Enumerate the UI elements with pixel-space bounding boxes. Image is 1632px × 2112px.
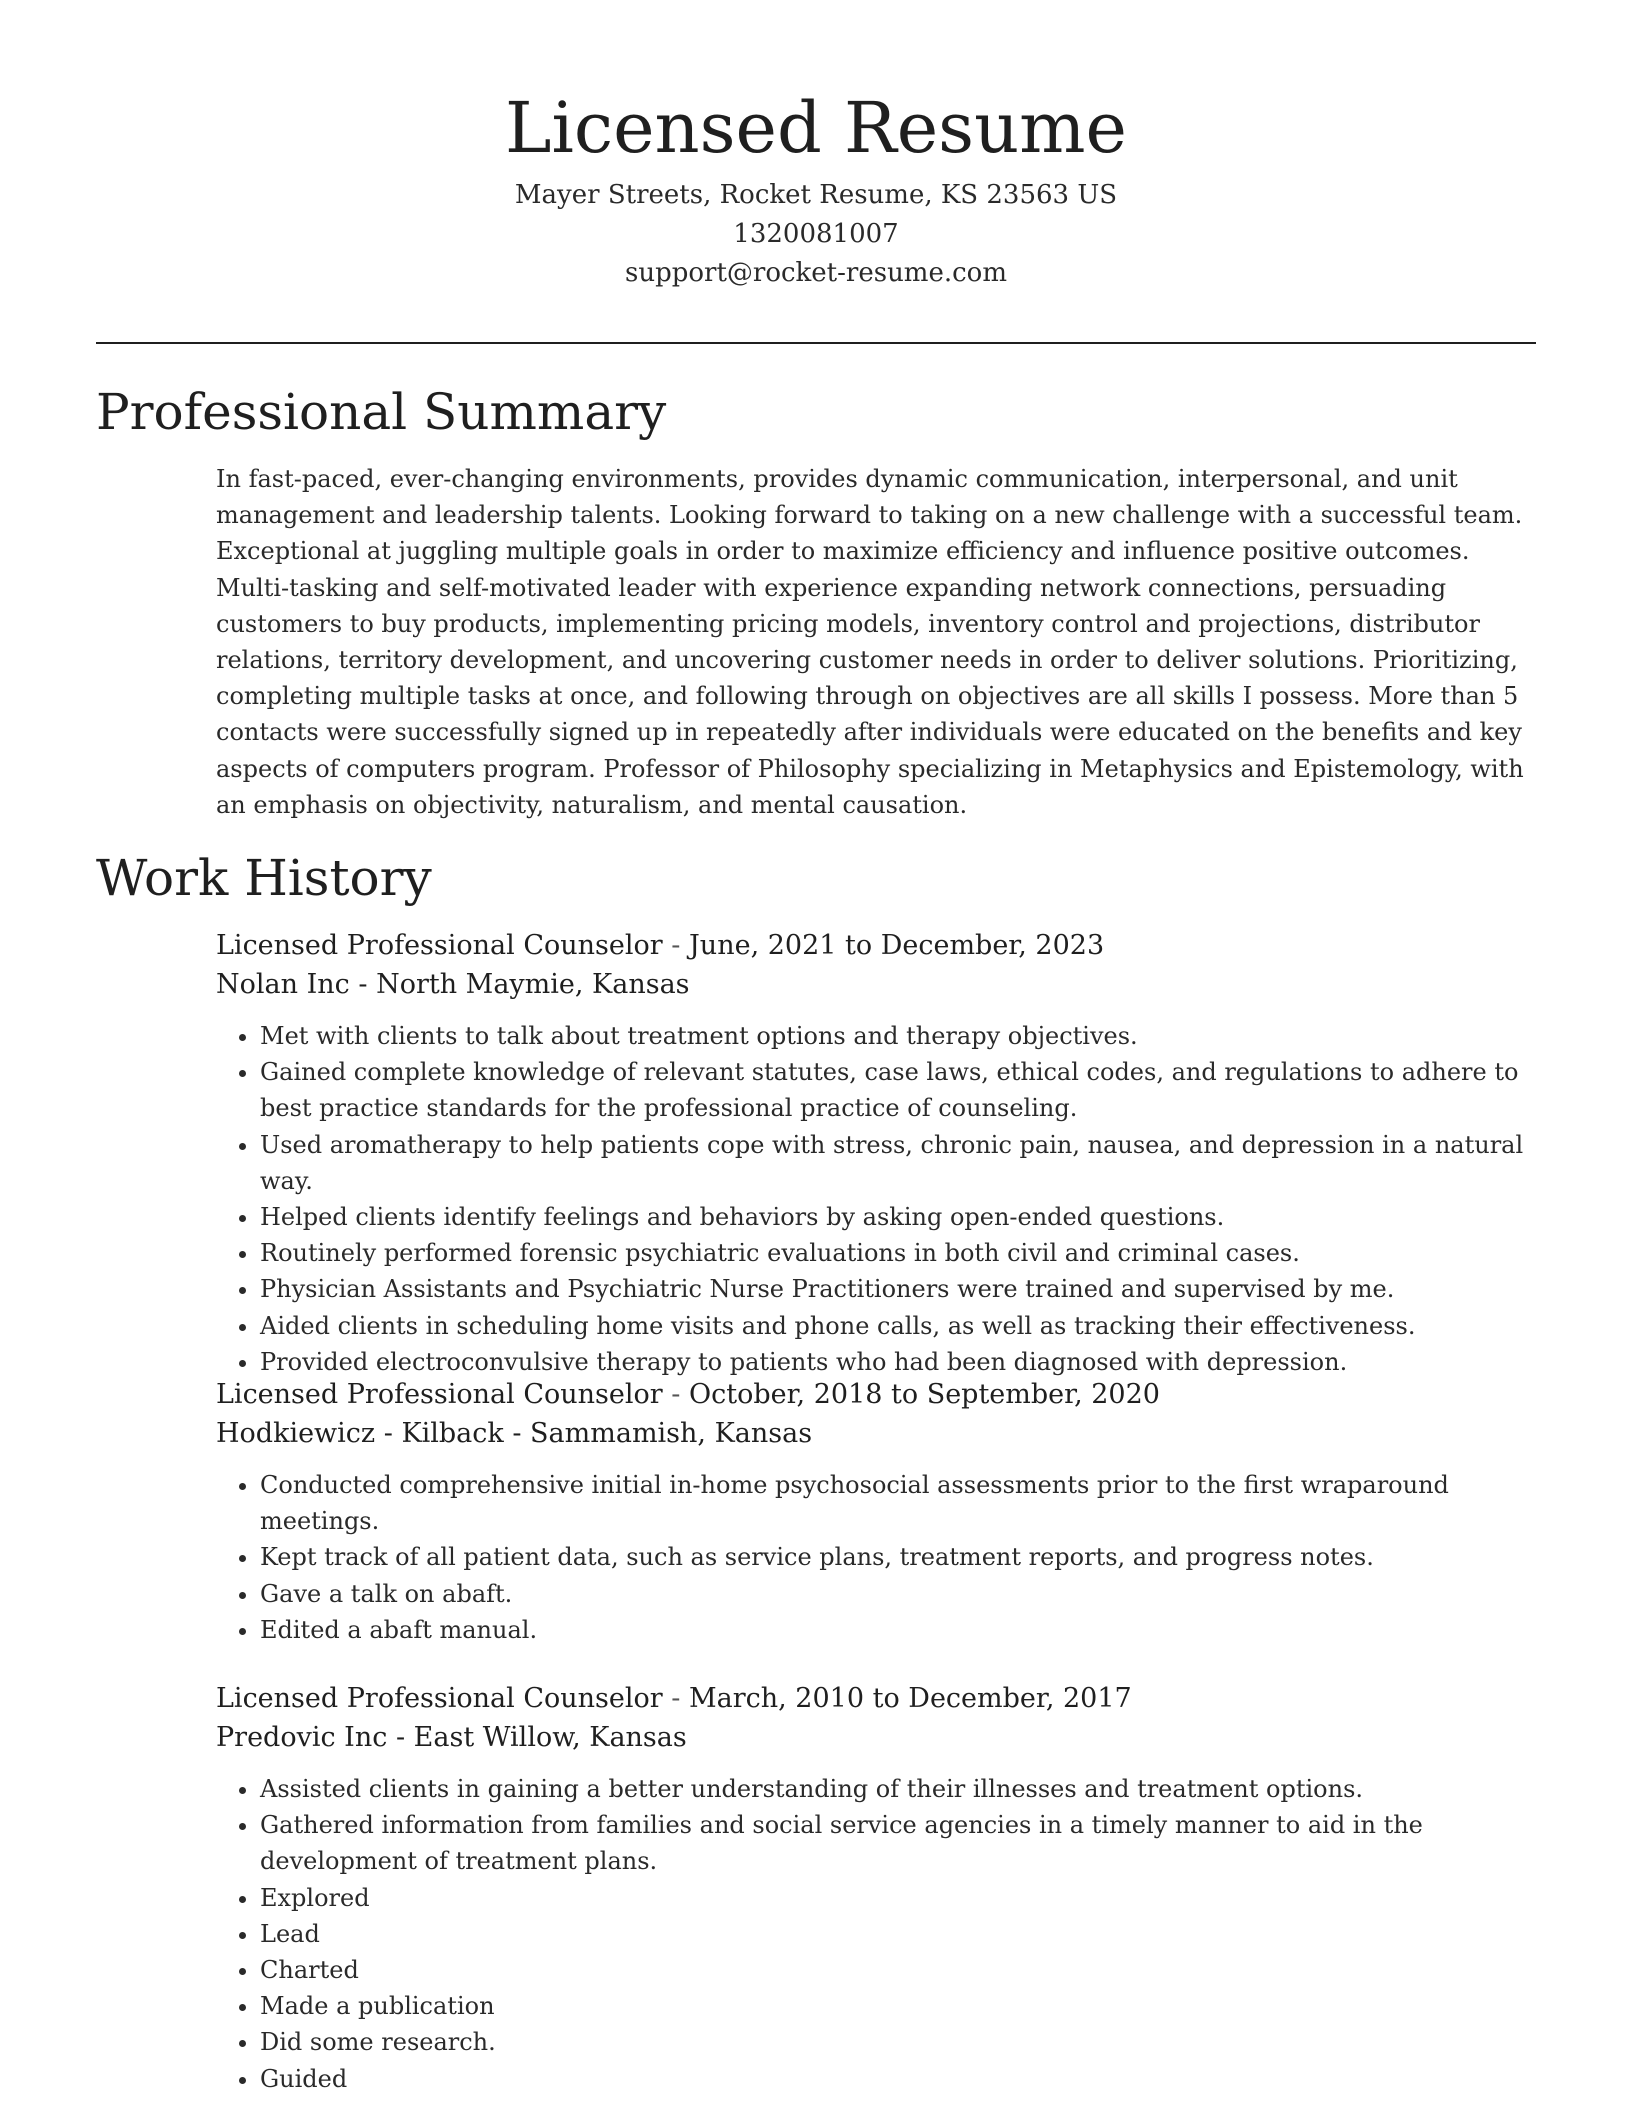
job-title: Licensed Professional Counselor xyxy=(216,1683,663,1714)
company-separator: - xyxy=(349,969,377,1000)
list-item: • Provided electroconvulsive therapy to patients who had been diagnosed with depression. xyxy=(260,1344,1546,1380)
contact-phone: 1320081007 xyxy=(733,219,899,249)
list-item: • Did some research. xyxy=(260,2024,1546,2060)
list-item: • Kept track of all patient data, such as service plans, treatment reports, and progress notes. xyxy=(260,1539,1546,1575)
title-separator: - xyxy=(662,1683,689,1714)
title-separator: - xyxy=(662,930,689,961)
list-item: • Aided clients in scheduling home visits and phone calls, as well as tracking their effectiveness. xyxy=(260,1308,1546,1344)
job-title: Licensed Professional Counselor xyxy=(216,1379,663,1410)
resume-name: Licensed Resume xyxy=(505,87,1127,169)
job-entry-3 xyxy=(216,1679,1546,2097)
job-entry-1 xyxy=(216,926,1546,1380)
contact-info xyxy=(96,176,1536,293)
job-title-line xyxy=(216,926,1546,965)
job-location: East Willow, Kansas xyxy=(413,1722,687,1753)
contact-address: Mayer Streets, Rocket Resume, KS 23563 US xyxy=(514,180,1118,210)
job-dates: March, 2010 to December, 2017 xyxy=(688,1683,1132,1714)
summary-heading: Professional Summary xyxy=(96,383,667,441)
company-separator: - xyxy=(387,1722,414,1753)
list-item: • Routinely performed forensic psychiatric evaluations in both civil and criminal cases. xyxy=(260,1235,1546,1271)
list-item: • Helped clients identify feelings and behaviors by asking open-ended questions. xyxy=(260,1199,1546,1235)
list-item: • Explored xyxy=(260,1880,1546,1916)
job-title-line xyxy=(216,1375,1546,1414)
job-location: Sammamish, Kansas xyxy=(530,1418,813,1449)
list-item: • Lead xyxy=(260,1916,1546,1952)
job-company-line xyxy=(216,1414,1546,1453)
job-bullets xyxy=(216,1018,1546,1380)
list-item: • Conducted comprehensive initial in-home psychosocial assessments prior to the first wraparound meetings. xyxy=(260,1467,1546,1539)
list-item: • Gathered information from families and social service agencies in a timely manner to aid in the development of treatment plans. xyxy=(260,1807,1546,1879)
company-separator: - xyxy=(503,1418,531,1449)
list-item: • Met with clients to talk about treatment options and therapy objectives. xyxy=(260,1018,1546,1054)
job-company-line xyxy=(216,1718,1546,1757)
job-company: Nolan Inc xyxy=(216,969,350,1000)
summary-text: In fast-paced, ever-changing environments, provides dynamic communication, interpersonal, and unit management and leadership talents. Looking forward to taking on a new challenge with a successful team. Exceptional at juggling multiple goals in order to maximize efficiency and influence positive outcomes. Multi-tasking and self-motivated leader with experience expanding network connections, persuading customers to buy products, implementing pricing models, inventory control and projections, distributor relations, territory development, and uncovering customer needs in order to deliver solutions. Prioritizing, completing multiple tasks at once, and following through on objectives are all skills I possess. More than 5 contacts were successfully signed up in repeatedly after individuals were educated on the benefits and key aspects of computers program. Professor of Philosophy specializing in Metaphysics and Epistemology, with an emphasis on objectivity, naturalism, and mental causation. xyxy=(216,465,1524,819)
job-title-line xyxy=(216,1679,1546,1718)
job-entry-2 xyxy=(216,1375,1546,1648)
list-item: • Charted xyxy=(260,1952,1546,1988)
job-bullets xyxy=(216,1467,1546,1648)
job-company: Predovic Inc xyxy=(216,1722,388,1753)
title-separator: - xyxy=(662,1379,689,1410)
resume-header xyxy=(96,80,1536,293)
job-dates: June, 2021 to December, 2023 xyxy=(688,930,1105,961)
job-bullets xyxy=(216,1771,1546,2097)
job-company-line xyxy=(216,965,1546,1004)
contact-email: support@rocket-resume.com xyxy=(624,258,1007,288)
list-item: • Physician Assistants and Psychiatric Nurse Practitioners were trained and supervised by me. xyxy=(260,1271,1546,1307)
list-item: • Gave a talk on abaft. xyxy=(260,1576,1546,1612)
list-item: • Assisted clients in gaining a better understanding of their illnesses and treatment options. xyxy=(260,1771,1546,1807)
job-title: Licensed Professional Counselor xyxy=(216,930,663,961)
job-location: North Maymie, Kansas xyxy=(376,969,690,1000)
list-item: • Edited a abaft manual. xyxy=(260,1612,1546,1648)
job-dates: October, 2018 to September, 2020 xyxy=(688,1379,1160,1410)
list-item: • Made a publication xyxy=(260,1988,1546,2024)
list-item: • Guided xyxy=(260,2061,1546,2097)
list-item: • Used aromatherapy to help patients cope with stress, chronic pain, nausea, and depression in a natural way. xyxy=(260,1127,1546,1199)
work-history-heading: Work History xyxy=(96,849,432,907)
job-company: Hodkiewicz - Kilback xyxy=(216,1418,504,1449)
header-divider xyxy=(96,342,1536,344)
list-item: • Gained complete knowledge of relevant statutes, case laws, ethical codes, and regulations to adhere to best practice standards for the professional practice of counseling. xyxy=(260,1054,1546,1126)
